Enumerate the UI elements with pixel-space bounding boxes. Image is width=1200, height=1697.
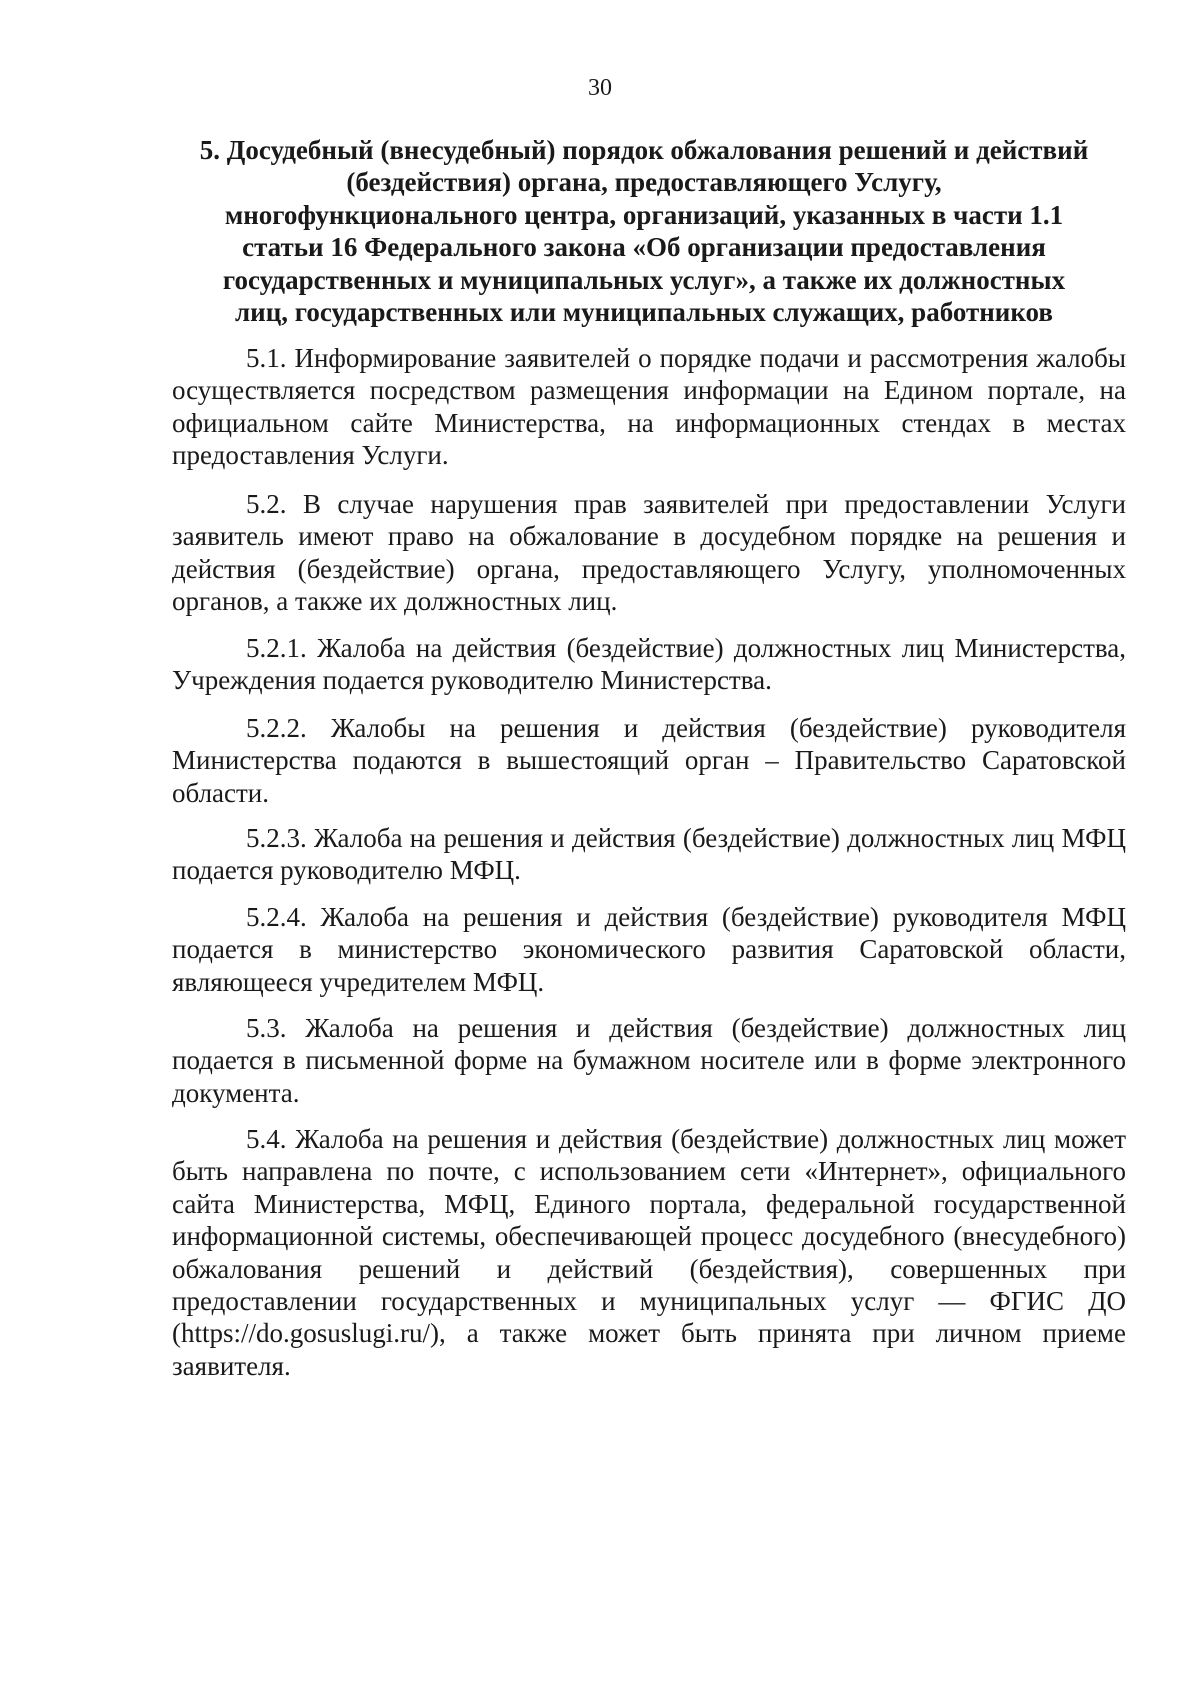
paragraph-number: 5.4. <box>246 1124 287 1154</box>
paragraph-5-2-4 <box>172 901 1126 998</box>
paragraph-number: 5.2.4. <box>246 902 307 932</box>
paragraph-text: Жалоба на действия (бездействие) должностных лиц Министерства, Учреждения подается руководителю Министерства. <box>172 633 1126 696</box>
paragraph-text: Жалоба на решения и действия (бездействие) должностных лиц МФЦ подается руководителю МФЦ. <box>172 823 1127 886</box>
paragraph-text: В случае нарушения прав заявителей при предоставлении Услуги заявитель имеют право на обжалование в досудебном порядке на решения и действия (бездействие) органа, предоставляющего Услугу, уполномоченных органов, а также их должностных лиц. <box>172 489 1127 617</box>
paragraph-number: 5.2.3. <box>246 823 307 853</box>
section-title <box>162 134 1126 328</box>
section-title-line: многофункционального центра, организаций, указанных в части 1.1 <box>224 199 1064 230</box>
paragraph-5-2 <box>172 488 1126 618</box>
section-title-line: 5. Досудебный (внесудебный) порядок обжалования решений и действий <box>199 135 1089 165</box>
section-title-line: (бездействия) органа, предоставляющего Услугу, <box>346 167 942 198</box>
section-title-line: статьи 16 Федерального закона «Об организации предоставления <box>242 232 1046 263</box>
paragraph-5-3 <box>172 1012 1126 1109</box>
paragraph-5-2-1 <box>172 632 1126 697</box>
paragraph-5-2-3 <box>172 822 1126 887</box>
paragraph-5-4 <box>172 1123 1126 1382</box>
paragraph-number: 5.1. <box>246 343 287 373</box>
section-title-line: государственных и муниципальных услуг», а также их должностных <box>222 264 1066 295</box>
paragraph-number: 5.2.2. <box>246 713 307 743</box>
paragraph-number: 5.2.1. <box>246 633 307 663</box>
paragraph-number: 5.2. <box>246 489 287 519</box>
paragraph-number: 5.3. <box>246 1013 287 1043</box>
paragraph-5-1 <box>172 342 1126 472</box>
paragraph-text: Жалобы на решения и действия (бездействие) руководителя Министерства подаются в вышестоящий орган – Правительство Саратовской области. <box>172 713 1127 808</box>
paragraph-5-2-2 <box>172 712 1126 809</box>
section-title-line: лиц, государственных или муниципальных служащих, работников <box>235 297 1053 328</box>
paragraph-text: Жалоба на решения и действия (бездействие) должностных лиц подается в письменной форме на бумажном носителе или в форме электронного документа. <box>172 1013 1126 1108</box>
paragraph-text: Жалоба на решения и действия (бездействие) должностных лиц может быть направлена по почте, с использованием сети «Интернет», официального сайта Министерства, МФЦ, Единого портала, федеральной государственной информационной системы, обеспечивающей процесс досудебного (внесудебного) обжалования решений и действий (бездействия), совершенных при предоставлении государственных и муниципальных услуг — ФГИС ДО (https://do.gosuslugi.ru/), а также может быть принята при личном приеме заявителя. <box>172 1124 1126 1381</box>
paragraph-text: Жалоба на решения и действия (бездействие) руководителя МФЦ подается в министерство экономического развития Саратовской области, являющееся учредителем МФЦ. <box>172 902 1127 997</box>
page-number: 30 <box>588 75 612 101</box>
paragraph-text: Информирование заявителей о порядке подачи и рассмотрения жалобы осуществляется посредством размещения информации на Едином портале, на официальном сайте Министерства, на информационных стендах в местах предоставления Услуги. <box>172 343 1127 471</box>
